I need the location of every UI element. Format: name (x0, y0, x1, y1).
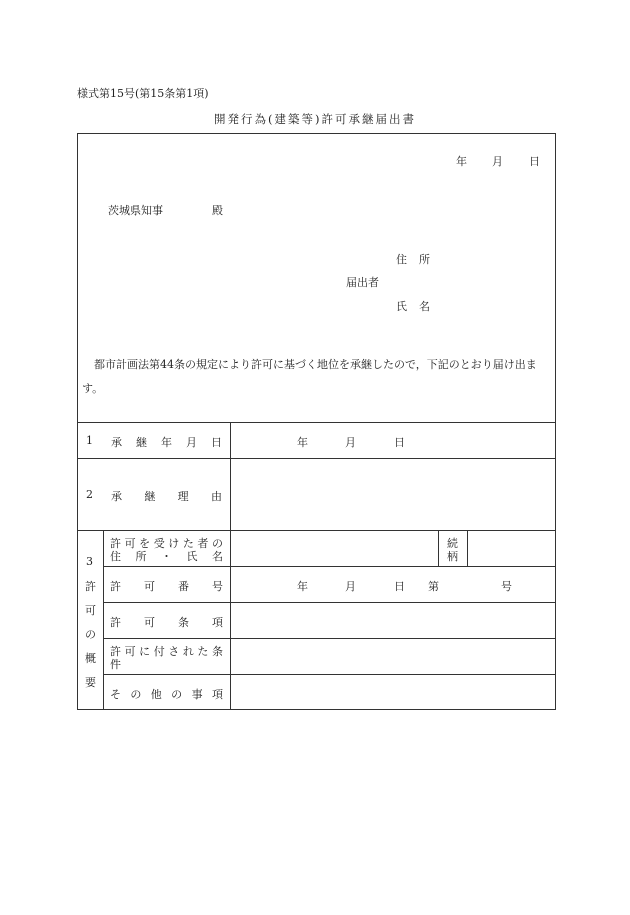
permit-terms-label: 許 可 条 項 (110, 616, 223, 629)
address-label: 住所 (396, 253, 442, 266)
other-matters-label: そ の 他 の 事 項 (110, 688, 223, 701)
row2-label: 承 継 理 由 (111, 490, 222, 503)
row3-group-char-3: の (85, 628, 96, 641)
row1-month-label: 月 (345, 436, 356, 449)
row1-year-label: 年 (297, 436, 308, 449)
notifier-label: 届出者 (346, 276, 379, 289)
relationship-label-2: 柄 (447, 550, 458, 563)
row2-number: 2 (86, 488, 93, 501)
body-text: 都市計画法第44条の規定により許可に基づく地位を承継したので，下記のとおり届け出ます。 (82, 358, 537, 395)
succession-reason-field[interactable] (233, 460, 553, 528)
permit-month-label: 月 (345, 580, 356, 593)
permit-terms-field[interactable] (233, 604, 553, 636)
row1-label: 承 継 年 月 日 (111, 436, 222, 449)
permit-go-label: 号 (501, 580, 512, 593)
addressee-honorific: 殿 (212, 204, 223, 217)
row3-group-char-1: 許 (85, 580, 96, 593)
permit-year-label: 年 (297, 580, 308, 593)
date-day-label: 日 (529, 155, 540, 168)
permittee-address-name-field[interactable] (233, 532, 435, 564)
document-title: 開発行為(建築等)許可承継届出書 (214, 112, 416, 126)
row1-number: 1 (86, 434, 93, 447)
permit-day-label: 日 (394, 580, 405, 593)
row3-group-char-5: 要 (85, 676, 96, 689)
row1-day-label: 日 (394, 436, 405, 449)
succession-date-field[interactable] (233, 424, 553, 456)
other-matters-field[interactable] (233, 676, 553, 708)
relationship-label-1: 続 (447, 537, 458, 550)
name-label: 氏名 (396, 300, 442, 313)
permit-number-field[interactable] (233, 568, 553, 600)
permit-conditions-label-line1: 許 可 に 付 さ れ た 条 (110, 645, 223, 658)
permit-conditions-label-line2: 件 (110, 658, 121, 671)
date-year-label: 年 (456, 155, 467, 168)
relationship-field[interactable] (470, 532, 553, 564)
form-number: 様式第15号(第15条第1項) (77, 87, 209, 100)
addressee-name: 茨城県知事 (108, 204, 163, 217)
row3-number: 3 (86, 555, 93, 568)
row3-group-char-4: 概 (85, 652, 96, 665)
permit-dai-label: 第 (428, 580, 439, 593)
date-month-label: 月 (492, 155, 503, 168)
permittee-label-line1: 許 可 を 受 け た 者 の (110, 537, 223, 550)
row3-group-char-2: 可 (85, 604, 96, 617)
permit-conditions-field[interactable] (233, 640, 553, 672)
permit-number-label: 許 可 番 号 (110, 580, 223, 593)
permittee-label-line2: 住 所 ・ 氏 名 (110, 550, 223, 563)
